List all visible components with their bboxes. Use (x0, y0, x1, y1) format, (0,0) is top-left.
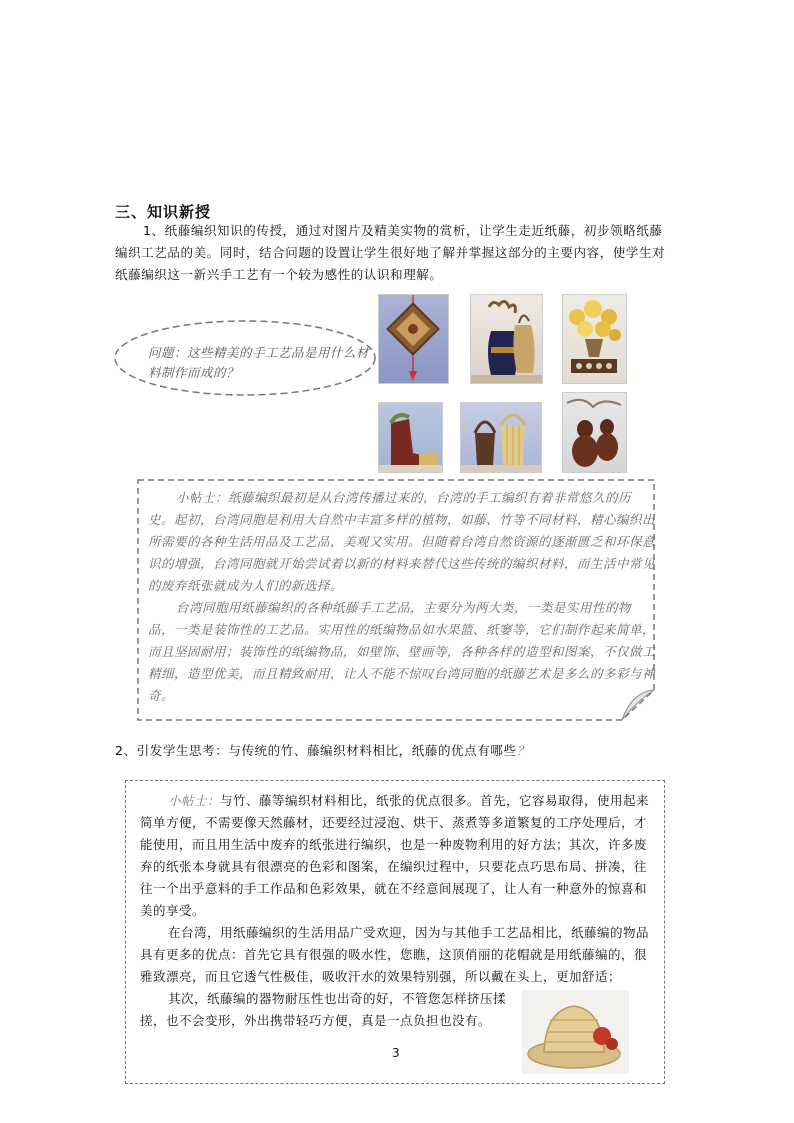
intro-paragraph: 1、纸藤编织知识的传授，通过对图片及精美实物的赏析，让学生走近纸藤，初步领略纸藤编织工艺品的美。同时，结合问题的设置让学生很好地了解并掌握这部分的主要内容，使学生对纸藤编织这一新兴手工艺有一个较为感性的认识和理解。 (115, 223, 666, 282)
craft-photo-woven-hat (522, 990, 629, 1074)
tip1-text (148, 487, 656, 707)
tip1-paragraph-2: 台湾同胞用纸藤编织的各种纸藤手工艺品，主要分为两大类，一类是实用性的物品，一类是装饰性的工艺品。实用性的纸编物品如水果篮、纸窭等，它们制作起来简单，而且坚固耐用；装饰性的纸编物品，如壁饰、壁画等，各种各样的造型和图案，不仅做工精细，造型优美，而且精致耐用，让人不能不惊叹台湾同胞的纸藤艺术是多么的多彩与神奇。 (148, 600, 656, 703)
question-2 (115, 741, 530, 759)
tip2-lead: 小帖士： (168, 793, 221, 808)
page-number: 3 (392, 1046, 400, 1060)
craft-photo-vases (470, 294, 543, 384)
craft-photo-baskets (460, 402, 542, 473)
craft-photo-gourds (562, 392, 627, 473)
question-2-text: 2、引发学生思考：与传统的竹、藤编织材料相比，纸藤的优点有哪些 (115, 743, 517, 758)
tip2-paragraph-2: 在台湾，用纸藤编织的生活用品广受欢迎，因为与其他手工艺品相比，纸藤编的物品具有更多的优点：首先它具有很强的吸水性，您瞧，这顶俏丽的花帽就是用纸藤编的，很雅致漂亮，而且它透气性极佳，吸收汗水的效果特别强，所以戴在头上，更加舒适； (140, 925, 650, 984)
question-2-mark: ？ (516, 743, 530, 758)
craft-photo-boot (378, 402, 443, 473)
tip1-paragraph-1: 小帖士：纸藤编织最初是从台湾传播过来的，台湾的手工编织有着非常悠久的历史。起初，台湾同胞是利用大自然中丰富多样的植物，如藤、竹等不同材料，精心编织出所需要的各种生活用品及工艺品，美观又实用。但随着台湾自然资源的逐渐匮乏和环保意识的增强，台湾同胞就开始尝试着以新的材料来替代这些传统的编织材料，而生活中常见的废弃纸张就成为人们的新选择。 (148, 490, 656, 593)
tip2-paragraph-1-body: 与竹、藤等编织材料相比，纸张的优点很多。首先，它容易取得，使用起来简单方便，不需要像天然藤材，还要经过浸泡、烘干、蒸煮等多道繁复的工序处理后，才能使用，而且用生活中废弃的纸张进行编织，也是一种废物利用的好方法；其次，许多废弃的纸张本身就具有很漂亮的色彩和图案，在编织过程中，只要花点巧思布局、拼凑，往往一个出乎意料的手工作品和色彩效果，就在不经意间展现了，让人有一种意外的惊喜和美的享受。 (140, 793, 650, 918)
craft-photo-wall-hanging (378, 294, 449, 384)
craft-photo-flowers (562, 294, 627, 384)
question-bubble-text: 问题：这些精美的手工艺品是用什么材料制作而成的？ (148, 345, 370, 380)
section-title: 三、知识新授 (115, 203, 212, 221)
tip2-paragraph-1 (140, 790, 656, 922)
tip2-paragraph-3: 其次，纸藤编的器物耐压性也出奇的好，不管您怎样挤压揉搓，也不会变形，外出携带轻巧方便，真是一点负担也没有。 (140, 991, 507, 1028)
